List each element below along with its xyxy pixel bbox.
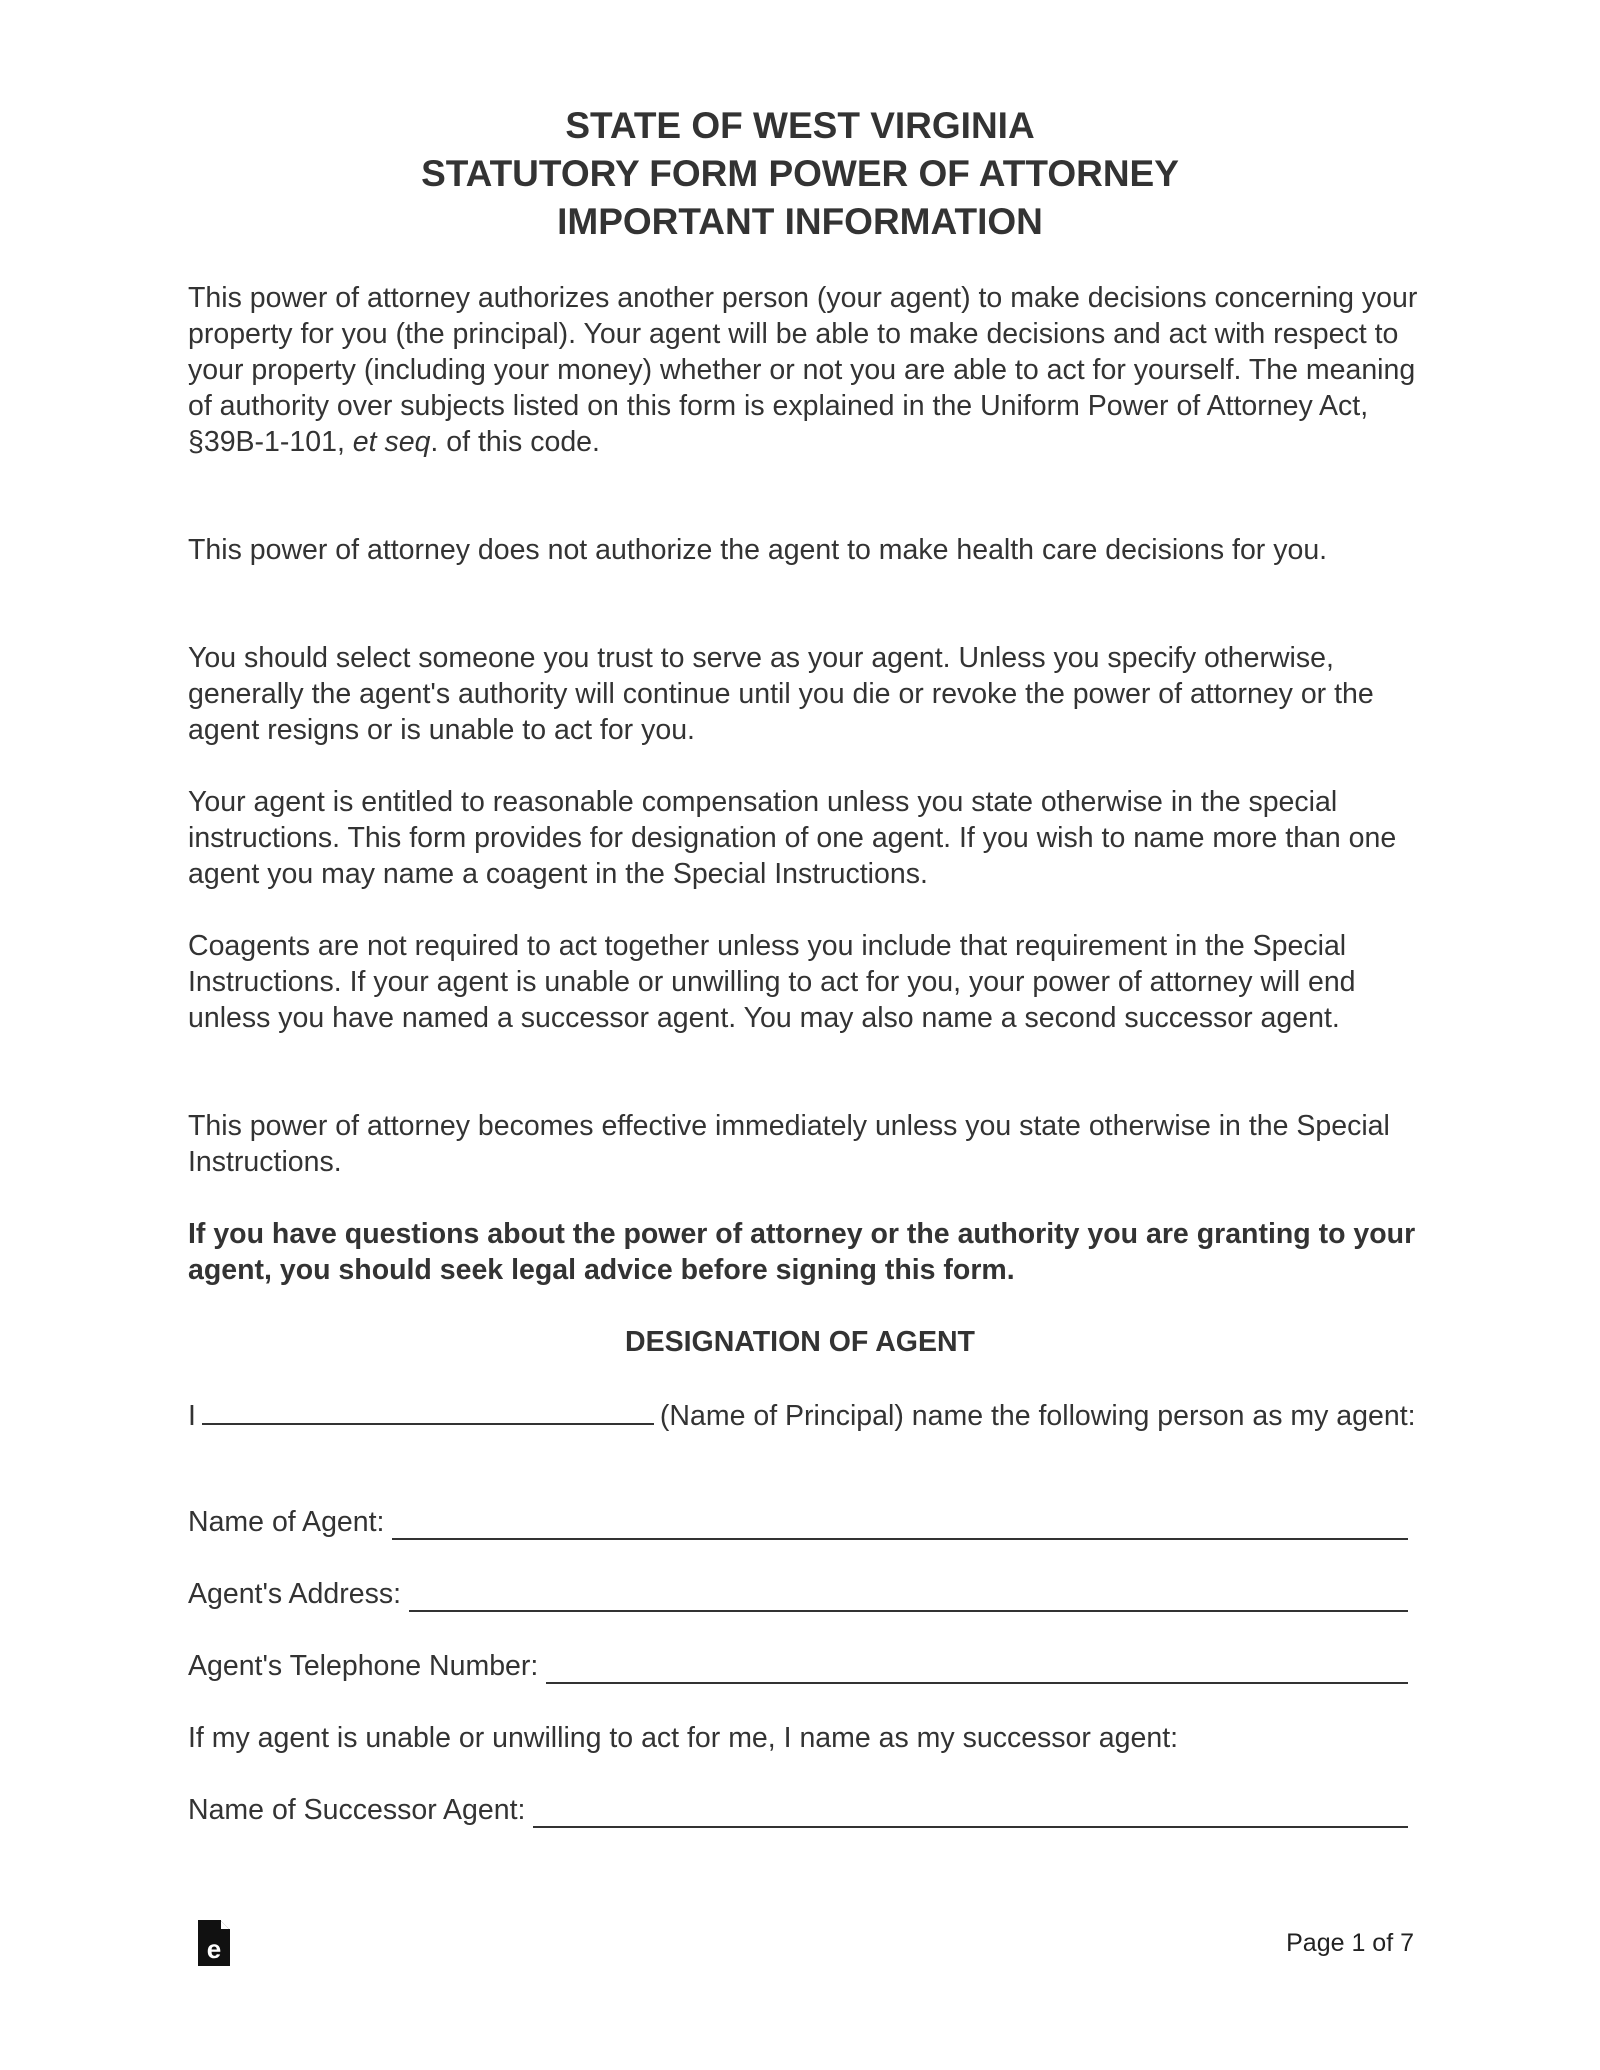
paragraph-authorization-text: This power of attorney authorizes another person (your agent) to make decisions concerning your property for you (the principal). Your agent will be able to make decisions and act with respect to your property (including your money) whether or not you are able to act for yourself. The meaning of authority over subjects listed on this form is explained in the Uniform Power of Attorney Act, §39B-1-101,: [188, 282, 1418, 458]
eforms-logo-icon: [196, 1918, 232, 1968]
title-state: STATE OF WEST VIRGINIA: [565, 105, 1035, 146]
successor-name-label: Name of Successor Agent:: [188, 1794, 526, 1826]
agent-phone-label: Agent's Telephone Number:: [188, 1650, 539, 1682]
agent-phone-field[interactable]: [546, 1655, 1408, 1684]
agent-name-label: Name of Agent:: [188, 1506, 385, 1538]
agent-name-row: [188, 1504, 1408, 1540]
paragraph-health-care: This power of attorney does not authorize the agent to make health care decisions for you.: [188, 534, 1328, 566]
paragraph-authorization: [188, 280, 1428, 460]
page-number: Page 1 of 7: [1286, 1929, 1414, 1957]
paragraph-effective: This power of attorney becomes effective immediately unless you state otherwise in the Special Instructions.: [188, 1110, 1390, 1178]
paragraph-authorization-end: . of this code.: [430, 426, 600, 458]
paragraph-legal-advice: If you have questions about the power of attorney or the authority you are granting to your agent, you should seek legal advice before signing this form.: [188, 1218, 1416, 1286]
principal-prefix: I: [188, 1400, 196, 1432]
svg-text:e: e: [206, 1934, 222, 1964]
title-form-name: STATUTORY FORM POWER OF ATTORNEY: [421, 153, 1179, 194]
designation-heading: DESIGNATION OF AGENT: [625, 1326, 975, 1358]
paragraph-select-agent: You should select someone you trust to serve as your agent. Unless you specify otherwise, generally the agent's authority will continue until you die or revoke the power of attorney or the agent resigns or is unable to act for you.: [188, 642, 1374, 746]
agent-address-row: [188, 1576, 1408, 1612]
agent-address-field[interactable]: [409, 1583, 1408, 1612]
successor-name-field[interactable]: [533, 1799, 1408, 1828]
successor-intro: If my agent is unable or unwilling to act for me, I name as my successor agent:: [188, 1722, 1179, 1754]
agent-name-field[interactable]: [392, 1511, 1408, 1540]
paragraph-authorization-italic: et seq: [352, 426, 431, 458]
successor-name-row: [188, 1792, 1408, 1828]
principal-name-field[interactable]: [202, 1396, 654, 1425]
paragraph-compensation: Your agent is entitled to reasonable compensation unless you state otherwise in the special instructions. This form provides for designation of one agent. If you wish to name more than one agent you may name a coagent in the Special Instructions.: [188, 786, 1397, 890]
agent-address-label: Agent's Address:: [188, 1578, 401, 1610]
title-important-information: IMPORTANT INFORMATION: [557, 201, 1043, 242]
agent-phone-row: [188, 1648, 1408, 1684]
principal-name-line: [188, 1396, 1428, 1434]
principal-suffix: (Name of Principal) name the following person as my agent:: [659, 1400, 1416, 1432]
document-titles: [0, 102, 1600, 246]
paragraph-coagents: Coagents are not required to act together unless you include that requirement in the Special Instructions. If your agent is unable or unwilling to act for you, your power of attorney will end unless you have named a successor agent. You may also name a second successor agent.: [188, 930, 1356, 1034]
